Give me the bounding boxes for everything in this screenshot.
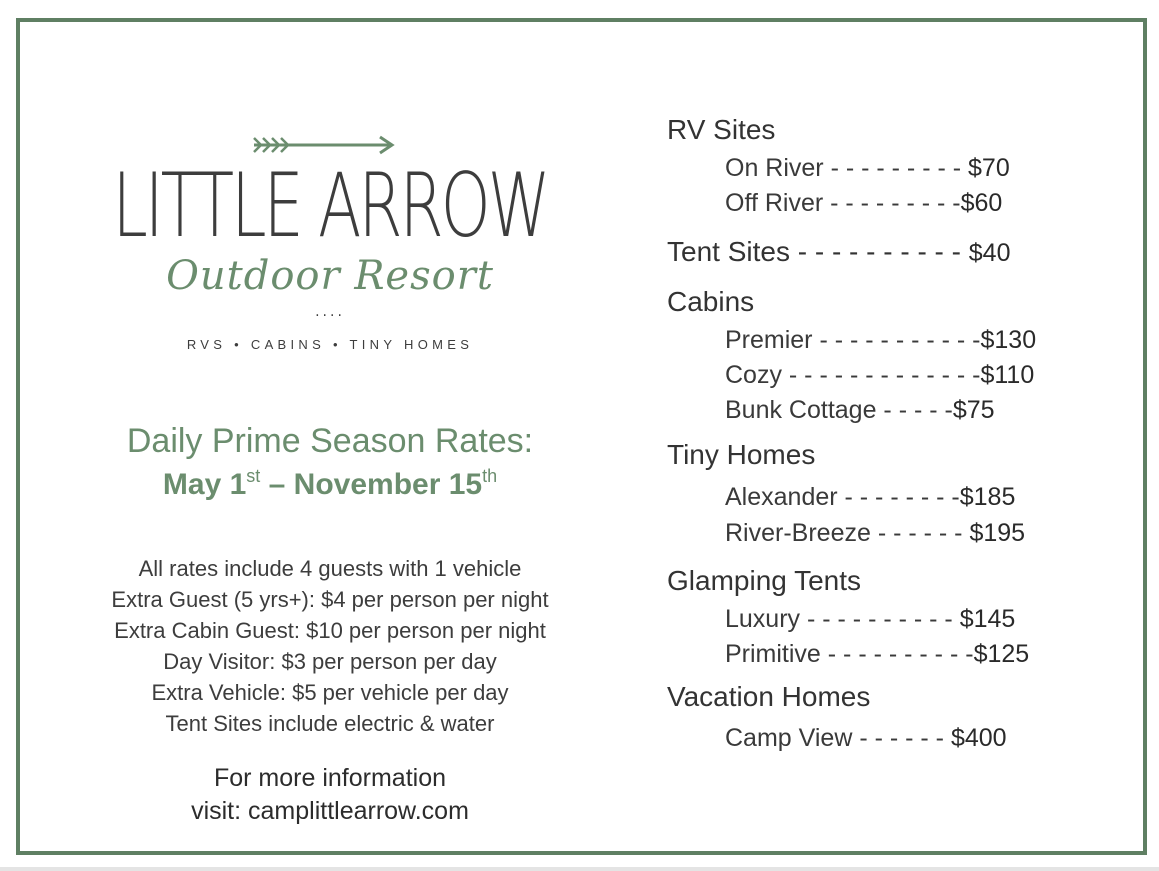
note-line: Day Visitor: $3 per person per day [163,649,497,674]
note-line: All rates include 4 guests with 1 vehicle [138,556,522,581]
season-start: May 1 [162,468,247,501]
logo-script: Outdoor Resort [166,253,494,299]
item-price: $145 [959,605,1016,633]
item-price: $60 [960,189,1003,217]
price-row [725,519,1025,548]
item-label: Primitive - - - - - - - - - - [725,640,974,668]
price-row [725,326,1036,355]
more-info [20,762,640,828]
item-label: Off River - - - - - - - - - [725,189,961,217]
section-heading-vacation-homes: Vacation Homes [667,681,871,712]
bottom-rule [0,867,1159,871]
price-row [725,724,1007,753]
item-label: Bunk Cottage - - - - - [725,396,953,424]
price-row [725,640,1029,669]
item-label: Premier - - - - - - - - - - - [725,326,981,354]
note-line: Extra Cabin Guest: $10 per person per night [114,618,546,643]
season-start-suffix: st [246,466,261,486]
section-heading-tent-sites: Tent Sites - - - - - - - - - - [667,236,969,267]
price-row-tent-sites [667,236,1010,268]
left-column [20,22,640,851]
rate-notes [20,553,640,739]
page-frame [16,18,1147,855]
item-price: $185 [959,483,1016,511]
price-row [725,361,1034,390]
section-heading-rv-sites: RV Sites [667,114,776,145]
item-price: $70 [968,154,1010,182]
section-heading-tiny-homes: Tiny Homes [667,439,816,470]
info-line: For more information [213,764,447,792]
item-price: $75 [952,396,995,424]
price-row [725,396,995,425]
season-dates [20,468,640,502]
price-row [725,483,1015,512]
price-row [725,154,1010,183]
price-row [725,605,1015,634]
item-price: $40 [968,239,1011,267]
section-heading-cabins: Cabins [667,286,755,317]
item-label: Luxury - - - - - - - - - - [725,605,960,633]
item-label: Alexander - - - - - - - - [725,483,960,511]
item-price: $400 [950,724,1007,752]
logo-tagline: RVS • CABINS • TINY HOMES [186,337,474,352]
item-price: $130 [980,326,1037,354]
note-line: Extra Guest (5 yrs+): $4 per person per night [111,587,549,612]
item-label: Camp View - - - - - - [725,724,951,752]
item-label: River-Breeze - - - - - - [725,519,970,547]
item-price: $195 [969,519,1026,547]
arrow-icon [252,134,397,156]
section-heading-glamping-tents: Glamping Tents [667,565,862,596]
note-line: Extra Vehicle: $5 per vehicle per day [151,680,509,705]
item-price: $125 [973,640,1030,668]
item-label: Cozy - - - - - - - - - - - - - [725,361,981,389]
item-price: $110 [980,361,1035,389]
note-line: Tent Sites include electric & water [165,711,495,736]
logo-dots: ···· [315,308,345,324]
item-label: On River - - - - - - - - - [725,154,969,182]
season-end-suffix: th [482,466,498,486]
logo-title: LITTLE ARROW [112,154,548,257]
price-row [725,189,1002,218]
rates-heading: Daily Prime Season Rates: [126,422,534,460]
season-dash: – [260,468,294,501]
website-link[interactable]: visit: camplittlearrow.com [191,797,469,825]
season-end: November 15 [293,468,483,501]
price-list [667,22,1147,851]
